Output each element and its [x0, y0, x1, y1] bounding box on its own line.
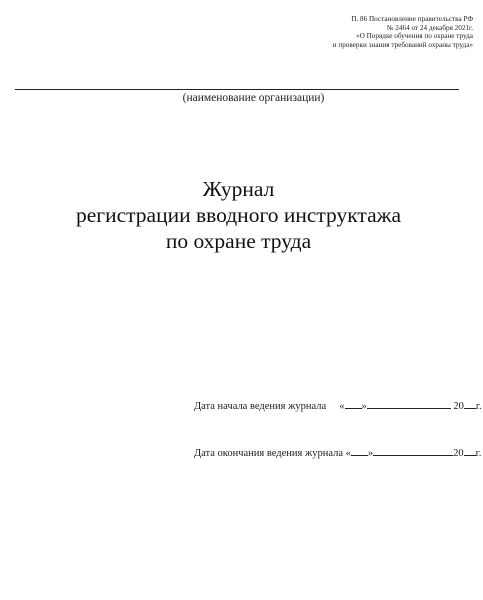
start-date-quote-close: »	[361, 401, 367, 412]
end-date-quote-close: »	[367, 448, 374, 459]
end-date-year-prefix: 20	[453, 448, 464, 459]
end-date-year-blank	[464, 446, 476, 456]
start-date-quote-open: «	[339, 401, 345, 412]
journal-title	[0, 176, 477, 254]
start-date-day-blank	[345, 399, 362, 409]
title-line-2: регистрации вводного инструктажа	[75, 203, 402, 227]
start-date-month-blank	[367, 399, 451, 409]
end-date-label: Дата окончания ведения журнала	[194, 448, 344, 459]
title-line-1: Журнал	[202, 177, 275, 201]
start-date-year-prefix: 20	[453, 401, 464, 412]
start-date-label: Дата начала ведения журнала	[194, 401, 327, 412]
start-date-year-suffix: г.	[475, 401, 482, 412]
end-date-day-blank	[351, 446, 368, 456]
end-date-year-suffix: г.	[475, 448, 482, 459]
end-date-month-blank	[373, 446, 453, 456]
regulation-reference	[233, 15, 473, 49]
organization-name-line	[15, 89, 459, 90]
title-line-3: по охране труда	[165, 229, 312, 253]
regulation-line-4: и проверки знания требований охраны труда»	[332, 40, 473, 49]
organization-caption: (наименование организации)	[182, 92, 325, 104]
regulation-line-3: «О Порядке обучения по охране труда	[356, 32, 473, 41]
end-date-quote-open: «	[345, 448, 351, 459]
end-date-row	[194, 446, 482, 460]
start-date-row	[194, 399, 482, 413]
regulation-line-2: № 2464 от 24 декабря 2021г.	[386, 23, 473, 32]
start-date-year-blank	[464, 399, 476, 409]
regulation-line-1: П. 86 Постановление правительства РФ	[351, 15, 473, 23]
